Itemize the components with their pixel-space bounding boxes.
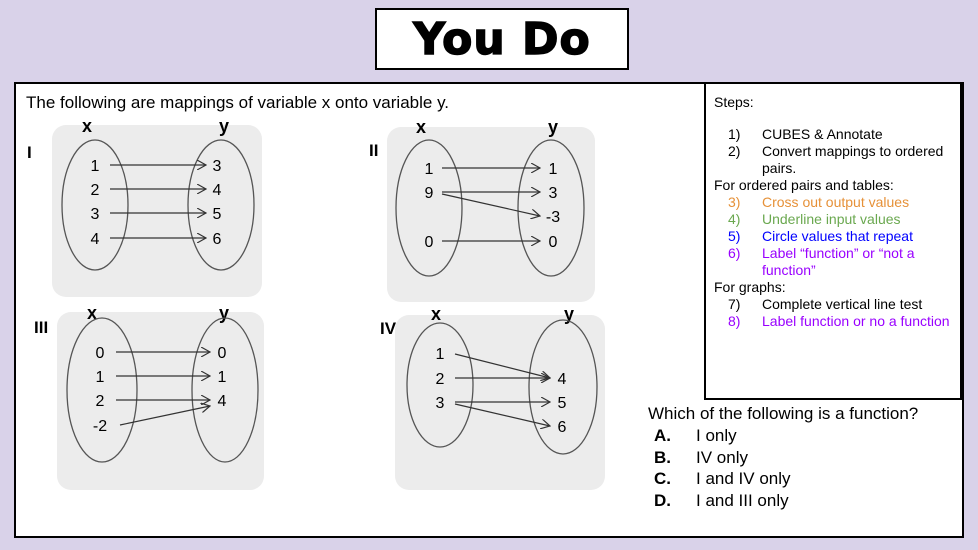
page-title: You Do [413, 13, 591, 65]
step-number: 4) [728, 211, 741, 227]
mapping-iii-background [57, 312, 264, 490]
mapping-iii-output: 0 [217, 345, 227, 362]
mapping-ii-input: 0 [424, 234, 434, 251]
mapping-iii-x-header: x [86, 303, 98, 323]
mapping-iii-output: 4 [217, 393, 227, 410]
mapping-ii-output: 1 [548, 161, 558, 178]
choice-letter: B. [654, 448, 671, 467]
mapping-iv [380, 304, 605, 490]
step-text: Label “function” or “not a function” [762, 245, 915, 278]
steps-header: Steps: [714, 94, 754, 110]
choice-text: I only [696, 426, 737, 445]
step-text: Underline input values [762, 211, 901, 227]
step-4 [714, 211, 954, 228]
mapping-i-x-header: x [81, 116, 93, 136]
mapping-iv-input: 1 [435, 346, 445, 363]
step-text: Circle values that repeat [762, 228, 913, 244]
choice-d[interactable] [654, 491, 789, 511]
mapping-i-input: 3 [90, 206, 100, 223]
choice-text: I and III only [696, 491, 789, 510]
mapping-iv-input: 3 [435, 395, 445, 412]
mapping-ii-output: 0 [548, 234, 558, 251]
mapping-iv-input: 2 [435, 371, 445, 388]
mapping-i-input: 1 [90, 158, 100, 175]
step-number: 6) [728, 245, 741, 261]
steps-panel [704, 82, 962, 400]
mapping-i-input: 2 [90, 182, 100, 199]
step-1 [714, 126, 954, 143]
mapping-iii-label: III [34, 318, 49, 337]
choice-letter: D. [654, 491, 671, 510]
mapping-ii-x-header: x [415, 117, 427, 137]
mapping-i-y-header: y [218, 116, 230, 136]
step-2 [714, 143, 954, 177]
mapping-i-output: 5 [212, 206, 222, 223]
mapping-iv-output: 5 [557, 395, 567, 412]
choice-letter: C. [654, 469, 671, 488]
mapping-i-output: 4 [212, 182, 222, 199]
mapping-iii-input: 0 [95, 345, 105, 362]
mapping-ii-output: -3 [545, 209, 561, 226]
mapping-ii-y-header: y [547, 117, 559, 137]
mapping-iii-input: 2 [95, 393, 105, 410]
choice-text: I and IV only [696, 469, 791, 488]
steps-subheading-graphs: For graphs: [714, 279, 786, 295]
mapping-iv-x-header: x [430, 304, 442, 324]
step-number: 5) [728, 228, 741, 244]
step-7 [714, 296, 954, 313]
mapping-i-output: 6 [212, 231, 222, 248]
step-number: 2) [728, 143, 741, 159]
step-text: Convert mappings to ordered pairs. [762, 143, 944, 176]
mapping-iv-output: 6 [557, 419, 567, 436]
mapping-i [27, 116, 262, 297]
mapping-i-input: 4 [90, 231, 100, 248]
step-text: CUBES & Annotate [762, 126, 883, 142]
mapping-i-background [52, 125, 262, 297]
choice-a[interactable] [654, 426, 737, 446]
step-3 [714, 194, 954, 211]
mapping-ii-input: 1 [424, 161, 434, 178]
step-number: 3) [728, 194, 741, 210]
mapping-iv-output: 4 [557, 371, 567, 388]
mapping-i-output: 3 [212, 158, 222, 175]
mapping-ii [369, 117, 595, 302]
question-text: Which of the following is a function? [648, 404, 919, 423]
mapping-i-label: I [27, 143, 32, 162]
mapping-iii-output: 1 [217, 369, 227, 386]
choice-c[interactable] [654, 469, 791, 489]
mapping-iii [34, 303, 264, 490]
step-number: 7) [728, 296, 741, 312]
step-8 [714, 313, 954, 330]
step-6 [714, 245, 954, 279]
mapping-ii-input: 9 [424, 185, 434, 202]
mapping-iii-y-header: y [218, 303, 230, 323]
choice-text: IV only [696, 448, 748, 467]
step-text: Complete vertical line test [762, 296, 923, 312]
step-number: 8) [728, 313, 741, 329]
step-text: Cross out output values [762, 194, 910, 210]
choice-b[interactable] [654, 448, 748, 468]
mapping-iii-input: -2 [92, 418, 108, 435]
step-text: Label function or no a function [762, 313, 950, 329]
intro-text: The following are mappings of variable x onto variable y. [26, 93, 450, 112]
mapping-ii-output: 3 [548, 185, 558, 202]
mapping-iv-y-header: y [563, 304, 575, 324]
mapping-ii-label: II [369, 141, 379, 160]
step-5 [714, 228, 954, 245]
step-number: 1) [728, 126, 741, 142]
mapping-iii-input: 1 [95, 369, 105, 386]
choice-letter: A. [654, 426, 671, 445]
mapping-iv-label: IV [380, 319, 397, 338]
steps-subheading-pairs: For ordered pairs and tables: [714, 177, 894, 193]
mapping-ii-background [387, 127, 595, 302]
